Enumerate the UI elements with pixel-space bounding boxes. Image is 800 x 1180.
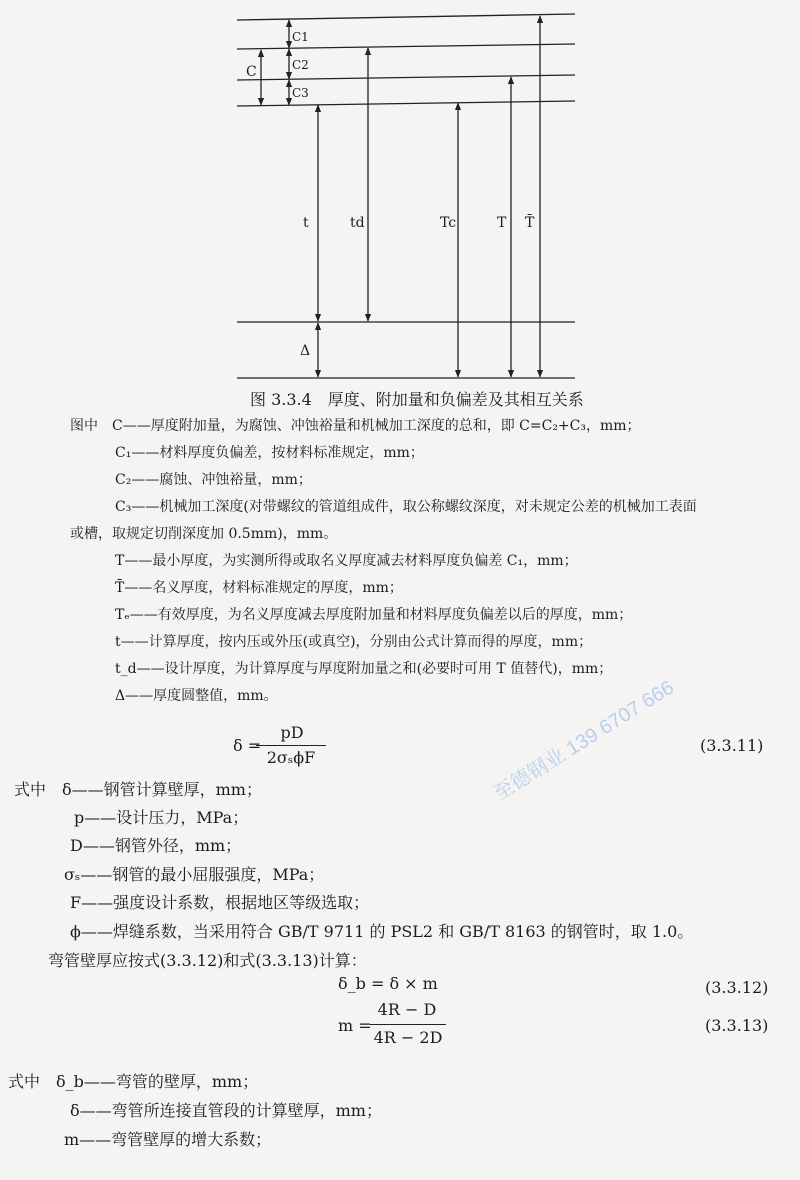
- label-t: t: [303, 215, 309, 231]
- legend-line: Tₑ——有效厚度，为名义厚度减去厚度附加量和材料厚度负偏差以后的厚度，mm；: [115, 607, 633, 623]
- legend-line: Δ——厚度圆整值，mm。: [115, 688, 278, 704]
- legend-line: t——计算厚度，按内压或外压(或真空)，分别由公式计算而得的厚度，mm；: [115, 634, 593, 650]
- fraction-bar: [370, 1024, 446, 1025]
- eq-denominator: 4R − 2D: [373, 1028, 443, 1047]
- where-line: σₛ——钢管的最小屈服强度，MPa；: [64, 865, 325, 884]
- eq-lhs: m =: [338, 1016, 372, 1035]
- legend-line: C₂——腐蚀、冲蚀裕量，mm；: [115, 472, 312, 488]
- label-T: T: [497, 215, 507, 231]
- thickness-diagram: [0, 0, 800, 400]
- label-delta: Δ: [300, 343, 311, 359]
- label-C1: C1: [292, 30, 309, 44]
- label-C3: C3: [292, 86, 309, 100]
- label-td: td: [350, 215, 365, 231]
- eq-number: (3.3.11): [700, 736, 764, 755]
- figure-caption: 图 3.3.4 厚度、附加量和负偏差及其相互关系: [250, 390, 584, 409]
- equation-3-3-12: δ_b = δ × m: [338, 974, 438, 993]
- legend-line: 或槽，取规定切削深度加 0.5mm)，mm。: [70, 526, 338, 542]
- label-C: C: [246, 64, 257, 80]
- where-line: D——钢管外径，mm；: [70, 836, 242, 855]
- watermark: 至德钢业 139 6707 666: [489, 676, 678, 806]
- where-line: m——弯管壁厚的增大系数；: [64, 1130, 272, 1149]
- eq-lhs: δ =: [233, 736, 262, 755]
- legend-line: C₁——材料厚度负偏差，按材料标准规定，mm；: [115, 445, 424, 461]
- where-line: F——强度设计系数，根据地区等级选取；: [70, 893, 370, 912]
- label-Tc: Tc: [440, 215, 457, 231]
- eq-numerator: 4R − D: [377, 1000, 437, 1019]
- label-C2: C2: [292, 58, 309, 72]
- label-Tbar: T̄: [525, 215, 535, 231]
- paragraph: 弯管壁厚应按式(3.3.12)和式(3.3.13)计算：: [48, 951, 367, 970]
- where-line: p——设计压力，MPa；: [74, 808, 249, 827]
- where-line: 式中 δ_b——弯管的壁厚，mm；: [8, 1072, 259, 1091]
- where-line: δ——弯管所连接直管段的计算壁厚，mm；: [70, 1101, 382, 1120]
- eq-number: (3.3.13): [705, 1016, 769, 1035]
- where-line: 式中 δ——钢管计算壁厚，mm；: [14, 780, 262, 799]
- legend-line: C₃——机械加工深度(对带螺纹的管道组成件，取公称螺纹深度，对未规定公差的机械加工表面: [115, 499, 697, 515]
- legend-line: 图中 C——厚度附加量，为腐蚀、冲蚀裕量和机械加工深度的总和，即 C=C₂+C₃，mm；: [70, 418, 641, 434]
- where-line: ϕ——焊缝系数，当采用符合 GB/T 9711 的 PSL2 和 GB/T 8163 的钢管时，取 1.0。: [70, 922, 694, 941]
- eq-denominator: 2σₛϕF: [266, 748, 316, 767]
- eq-number: (3.3.12): [705, 978, 769, 997]
- fraction-bar: [256, 745, 326, 746]
- legend-line: T——最小厚度，为实测所得或取名义厚度减去材料厚度负偏差 C₁，mm；: [115, 553, 578, 569]
- eq-numerator: pD: [280, 723, 304, 742]
- legend-line: T̄——名义厚度，材料标准规定的厚度，mm；: [115, 580, 403, 596]
- legend-line: t_d——设计厚度，为计算厚度与厚度附加量之和(必要时可用 T 值替代)，mm；: [115, 661, 613, 677]
